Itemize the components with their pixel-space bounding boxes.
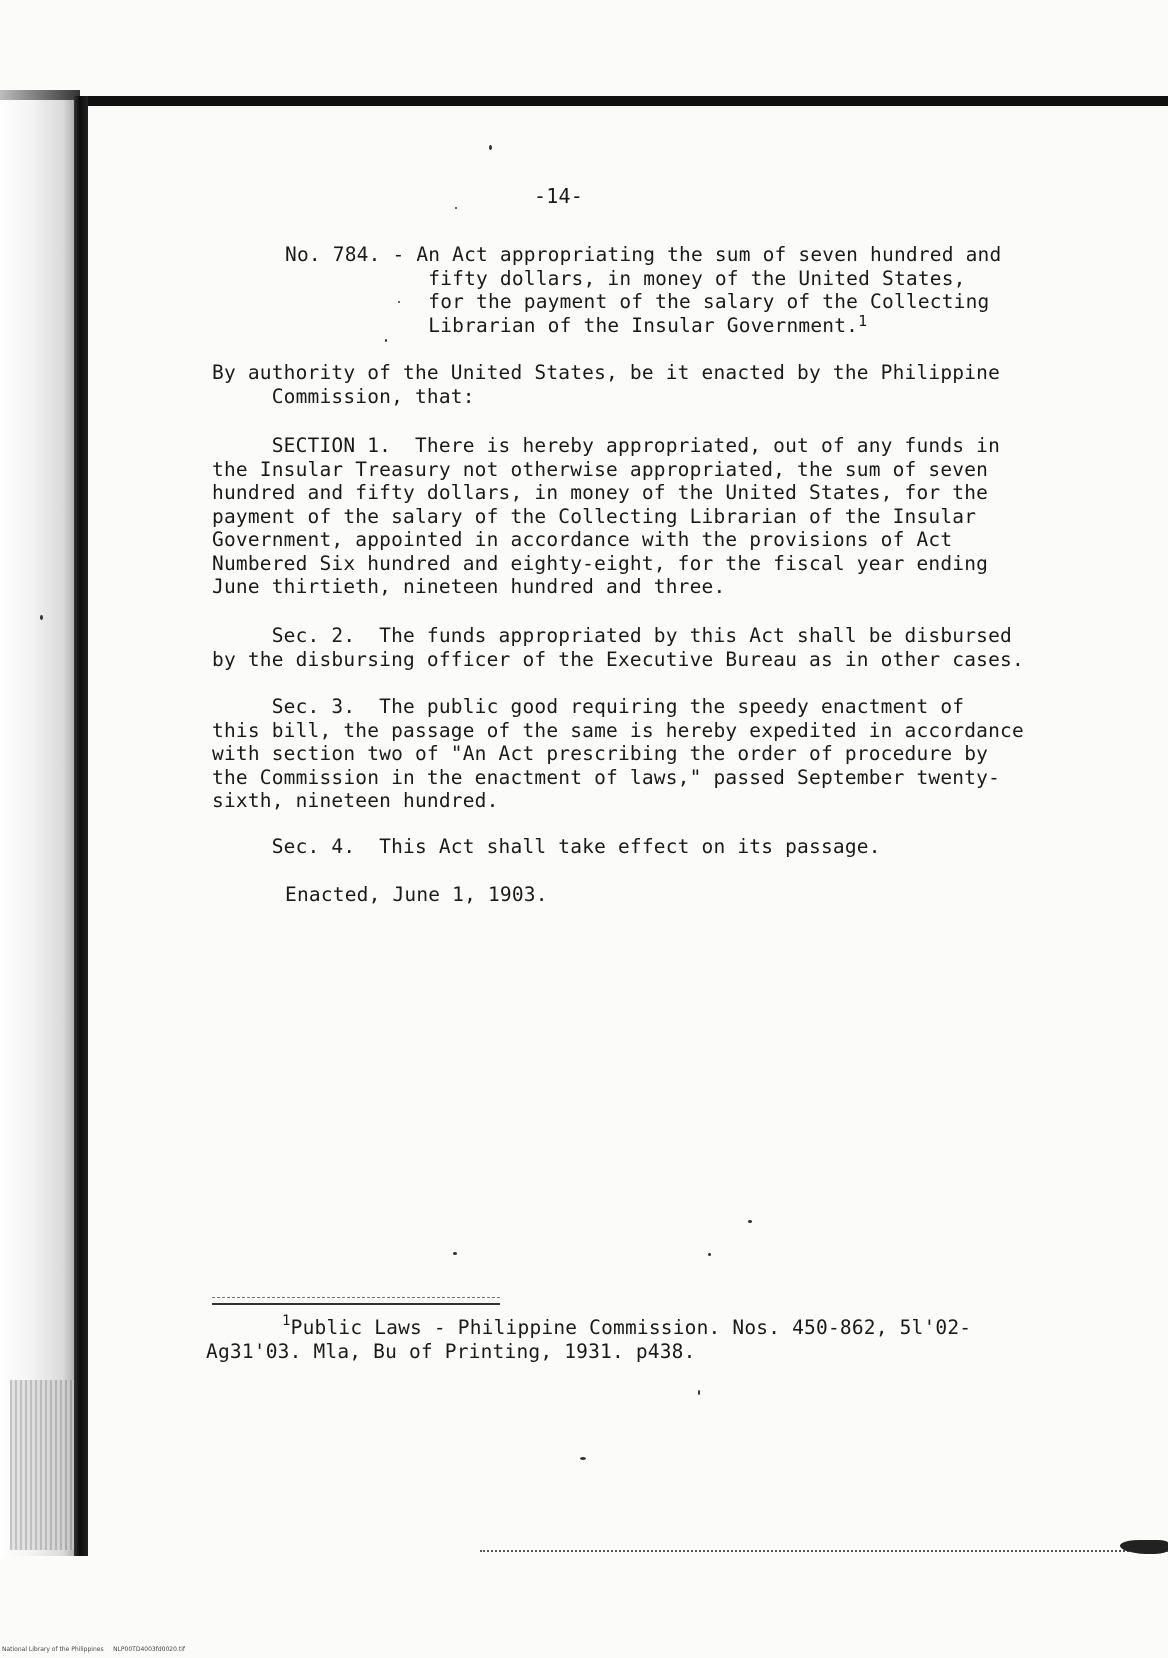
dust-speck bbox=[748, 1220, 752, 1223]
section-4 bbox=[212, 835, 881, 859]
section-line: Numbered Six hundred and eighty-eight, for the fiscal year ending bbox=[212, 551, 989, 575]
act-title-line: fifty dollars, in money of the United States, bbox=[285, 266, 966, 290]
section-line: SECTION 1. There is hereby appropriated, out of any funds in bbox=[212, 434, 1001, 457]
section-line: by the disbursing officer of the Executive Bureau as in other cases. bbox=[212, 647, 1024, 671]
scan-left-shadow bbox=[0, 100, 74, 1556]
dust-speck bbox=[453, 1252, 457, 1255]
section-3 bbox=[212, 695, 1024, 813]
dust-speck bbox=[580, 1457, 586, 1460]
section-line: this bill, the passage of the same is hereby expedited in accordance bbox=[212, 718, 1024, 742]
section-line: Sec. 3. The public good requiring the speedy enactment of bbox=[212, 695, 965, 718]
footnote-rule bbox=[212, 1303, 500, 1305]
dust-speck bbox=[385, 339, 387, 342]
dust-speck bbox=[708, 1253, 711, 1256]
dust-speck bbox=[455, 207, 457, 209]
act-title-line: No. 784. - An Act appropriating the sum of seven hundred and bbox=[285, 243, 1002, 266]
dust-speck bbox=[40, 615, 43, 620]
section-line: the Commission in the enactment of laws," passed September twenty- bbox=[212, 765, 1001, 789]
section-line: hundred and fifty dollars, in money of the United States, for the bbox=[212, 481, 989, 504]
section-line: Sec. 4. This Act shall take effect on its passage. bbox=[212, 835, 881, 858]
act-title bbox=[285, 243, 1001, 339]
dust-speck bbox=[489, 145, 492, 150]
section-line: Sec. 2. The funds appropriated by this Act shall be disbursed bbox=[212, 624, 1012, 647]
section-line: Government, appointed in accordance with the provisions of Act bbox=[212, 528, 953, 551]
footnote-rule-dashed bbox=[212, 1297, 500, 1298]
section-2 bbox=[212, 624, 1024, 671]
enacting-clause-line: By authority of the United States, be it enacted by the Philippine bbox=[212, 361, 1001, 384]
scan-frame-left bbox=[74, 96, 88, 1556]
enacting-clause bbox=[212, 361, 1000, 408]
scan-frame-top-left bbox=[0, 90, 80, 100]
section-line: the Insular Treasury not otherwise appropriated, the sum of seven bbox=[212, 457, 989, 481]
enacting-clause-line: Commission, that: bbox=[212, 384, 475, 408]
scan-caption: National Library of the Philippines NLP00TD4003fd0020.tif bbox=[2, 1646, 185, 1653]
enacted-date: Enacted, June 1, 1903. bbox=[285, 883, 548, 906]
footnote-line: Public Laws - Philippine Commission. Nos. 450-862, 5l'02- bbox=[290, 1316, 972, 1339]
section-line: sixth, nineteen hundred. bbox=[212, 789, 499, 812]
act-title-line: Librarian of the Insular Government. bbox=[285, 313, 859, 337]
act-title-line: for the payment of the salary of the Collecting bbox=[285, 290, 990, 313]
section-line: payment of the salary of the Collecting Librarian of the Insular bbox=[212, 504, 977, 528]
dust-speck bbox=[698, 1390, 700, 1395]
scan-frame-top bbox=[76, 96, 1168, 106]
scan-left-shading bbox=[10, 1380, 80, 1550]
footnote-reference: 1 bbox=[858, 311, 868, 330]
page-number: -14- bbox=[534, 184, 583, 208]
section-line: with section two of "An Act prescribing the order of procedure by bbox=[212, 742, 989, 765]
scan-bottom-edge bbox=[480, 1550, 1168, 1552]
section-line: June thirtieth, nineteen hundred and three. bbox=[212, 575, 726, 598]
section-1 bbox=[212, 434, 1000, 599]
footnote bbox=[206, 1313, 972, 1363]
footnote-line: Ag31'03. Mla, Bu of Printing, 1931. p438. bbox=[206, 1339, 696, 1363]
footnote-mark: 1 bbox=[282, 1313, 291, 1329]
